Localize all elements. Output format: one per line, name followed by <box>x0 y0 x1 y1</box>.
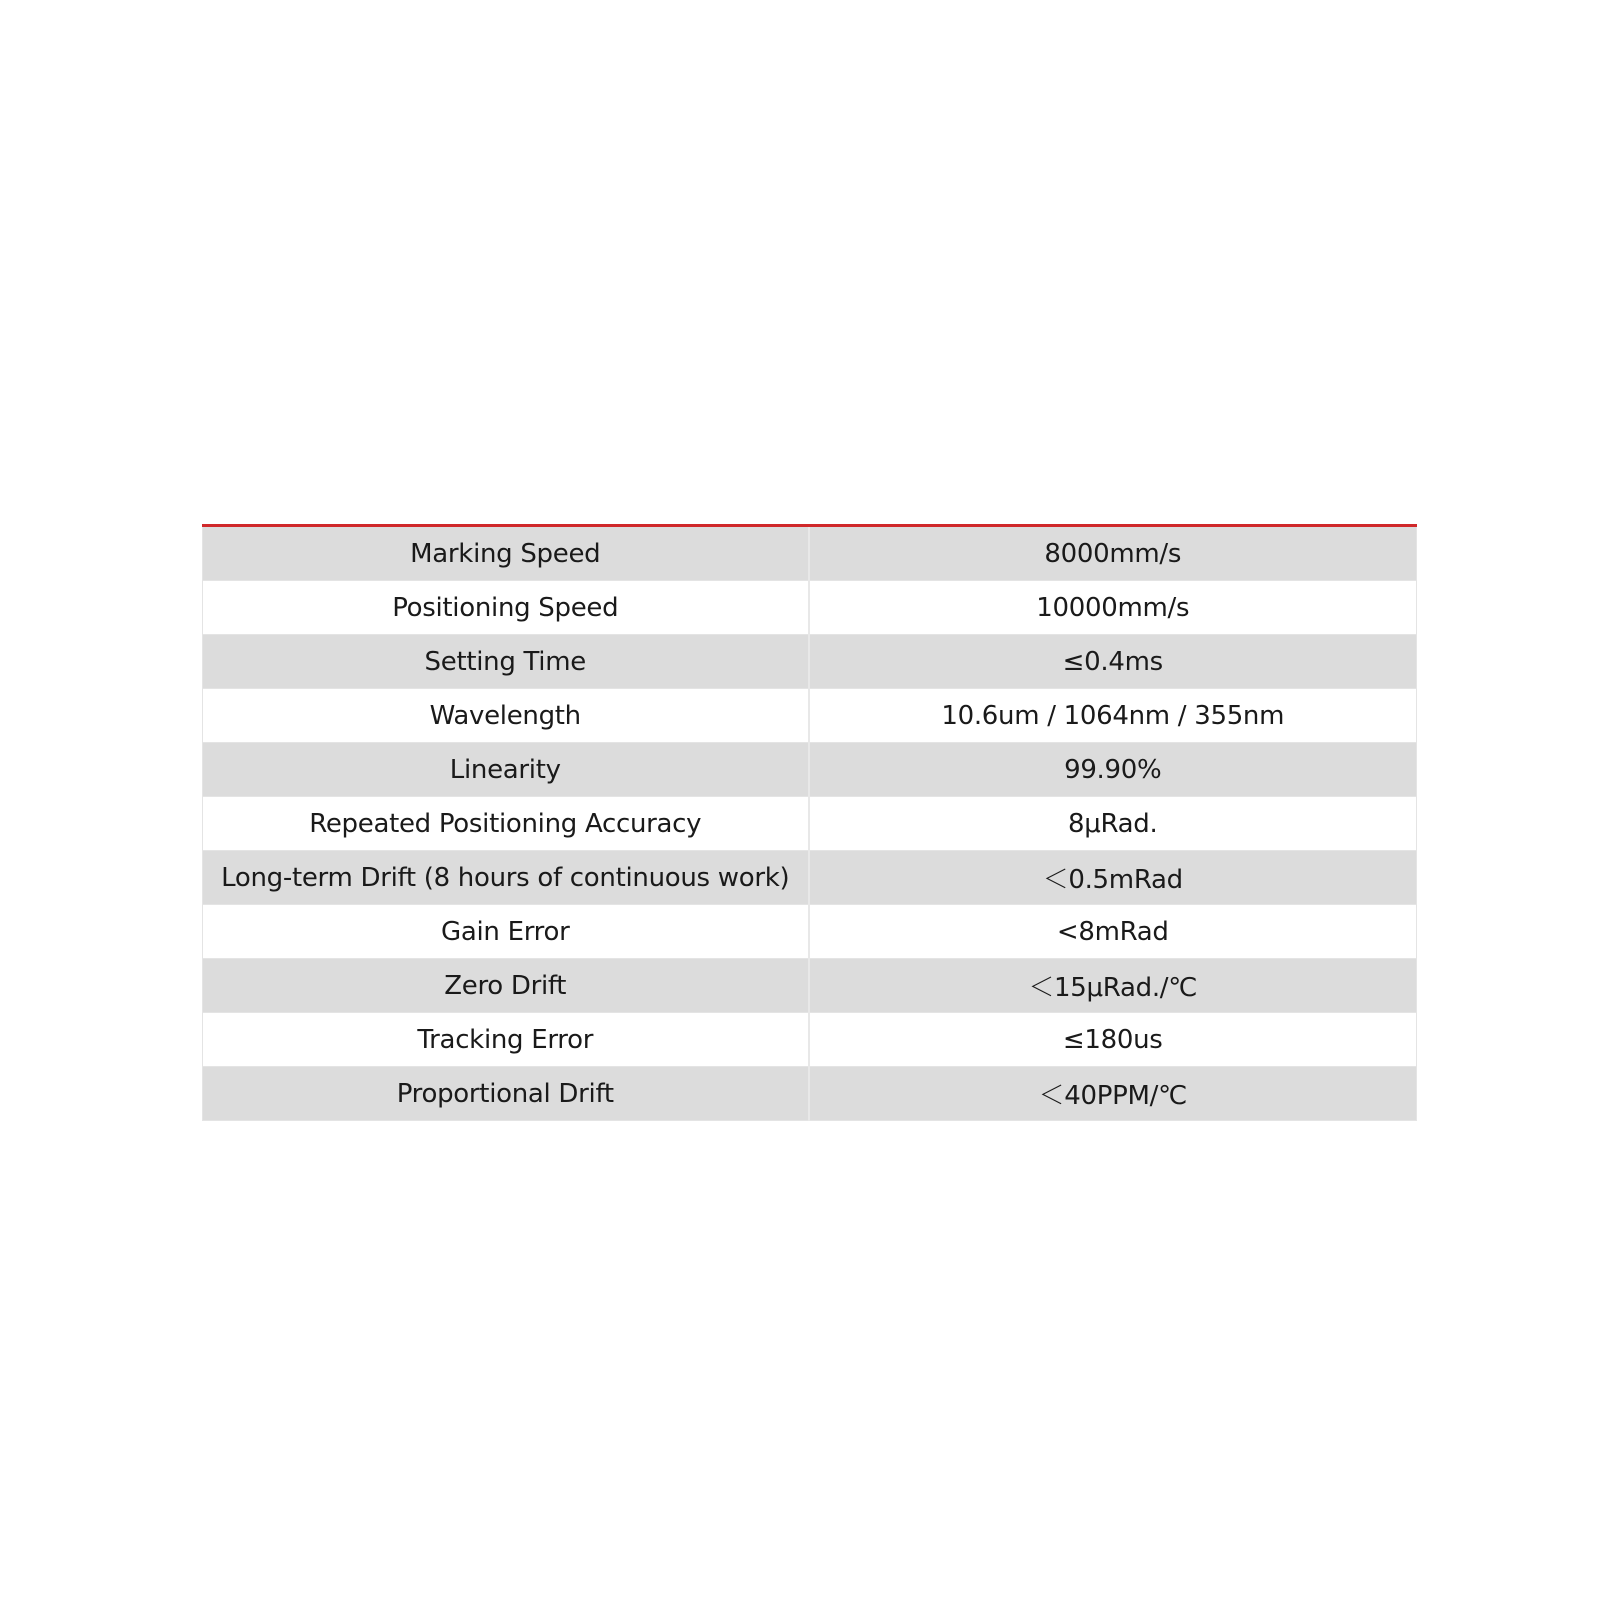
parameter-cell: Repeated Positioning Accuracy <box>203 797 809 851</box>
value-cell: 8000mm/s <box>809 526 1417 581</box>
value-cell: 99.90% <box>809 743 1417 797</box>
value-cell: 10.6um / 1064nm / 355nm <box>809 689 1417 743</box>
value-cell: ≤180us <box>809 1013 1417 1067</box>
parameter-cell: Marking Speed <box>203 526 809 581</box>
table-row <box>203 581 1417 635</box>
parameter-cell: Gain Error <box>203 905 809 959</box>
table-row <box>203 959 1417 1013</box>
value-cell: <8mRad <box>809 905 1417 959</box>
spec-table <box>202 524 1417 1121</box>
table-row <box>203 689 1417 743</box>
table-row <box>203 1067 1417 1121</box>
table-row <box>203 1013 1417 1067</box>
parameter-cell: Proportional Drift <box>203 1067 809 1121</box>
value-cell: 10000mm/s <box>809 581 1417 635</box>
parameter-cell: Zero Drift <box>203 959 809 1013</box>
table-row <box>203 797 1417 851</box>
value-cell: 8μRad. <box>809 797 1417 851</box>
table-row <box>203 526 1417 581</box>
parameter-cell: Positioning Speed <box>203 581 809 635</box>
value-cell: ＜15μRad./℃ <box>809 959 1417 1013</box>
parameter-cell: Long-term Drift (8 hours of continuous work) <box>203 851 809 905</box>
parameter-cell: Setting Time <box>203 635 809 689</box>
table-row <box>203 905 1417 959</box>
table-row <box>203 635 1417 689</box>
parameter-cell: Wavelength <box>203 689 809 743</box>
parameter-cell: Tracking Error <box>203 1013 809 1067</box>
table-row <box>203 851 1417 905</box>
value-cell: ＜0.5mRad <box>809 851 1417 905</box>
value-cell: ≤0.4ms <box>809 635 1417 689</box>
value-cell: ＜40PPM/℃ <box>809 1067 1417 1121</box>
table-row <box>203 743 1417 797</box>
parameter-cell: Linearity <box>203 743 809 797</box>
